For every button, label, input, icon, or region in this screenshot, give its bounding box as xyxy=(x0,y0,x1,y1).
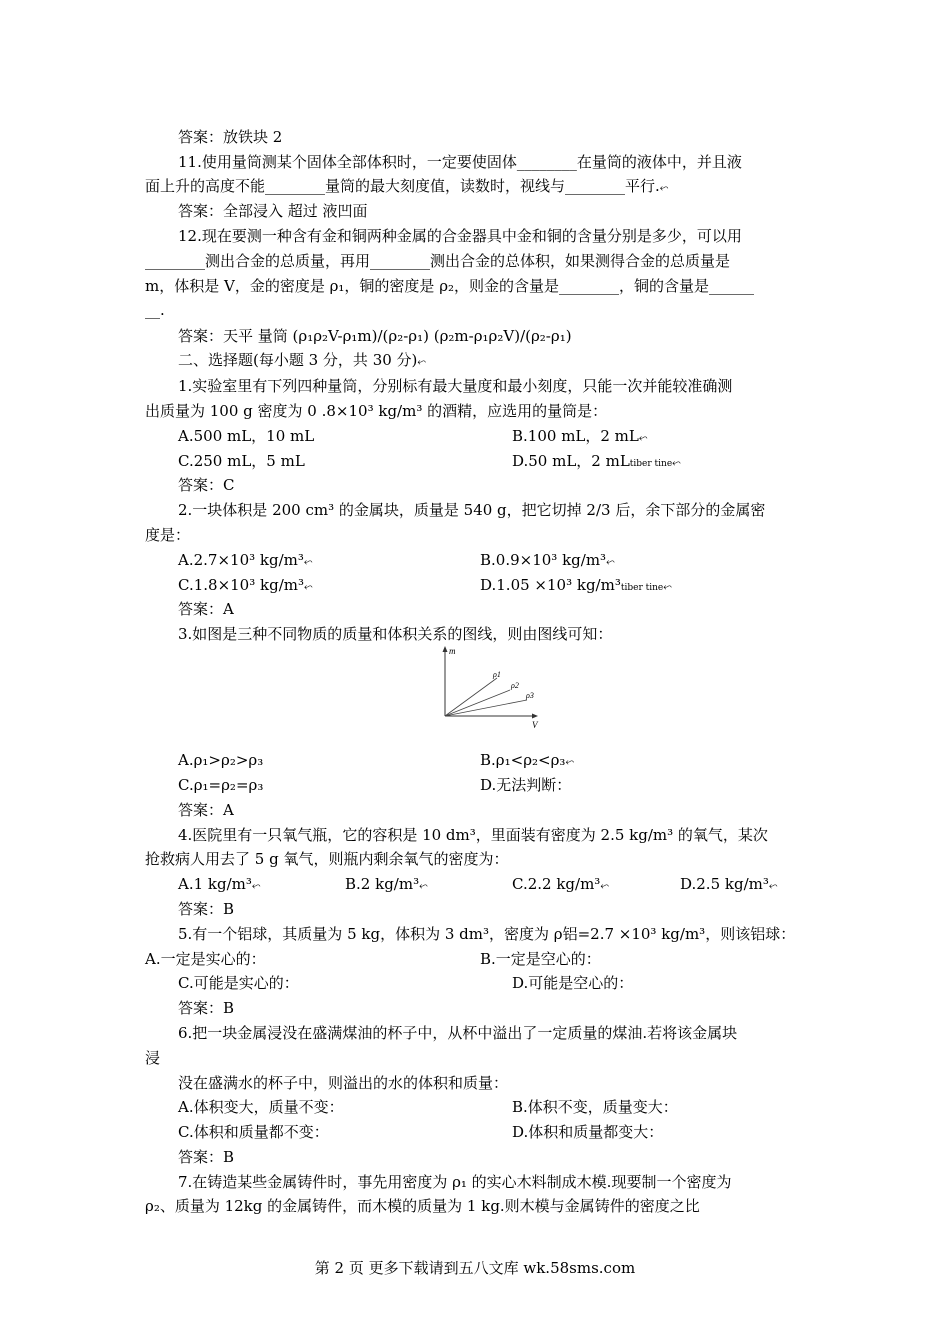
option-b: B.一定是空心的： xyxy=(480,950,601,968)
arrow-icon: ⬿ xyxy=(251,879,261,892)
answer-line: 答案：B xyxy=(178,999,235,1017)
series-line-1 xyxy=(445,678,497,716)
answer-line: 答案：C xyxy=(178,476,235,494)
y-axis-label: m xyxy=(449,646,456,656)
series-label-3: ρ3 xyxy=(526,691,534,700)
mc-question-7-cont: ρ₂、质量为 12kg 的金属铸件，而木模的质量为 1 kg.则木模与金属铸件的密度之比 xyxy=(145,1197,700,1215)
option-c: C.可能是实心的： xyxy=(178,974,299,992)
answer-line: 答案：A xyxy=(178,600,234,618)
option-d: D.体积和质量都变大： xyxy=(512,1123,664,1141)
section-heading: 二、选择题(每小题 3 分，共 30 分)⬿ xyxy=(178,351,427,369)
answer-line: 答案：B xyxy=(178,1148,235,1166)
mc-question-1-cont: 出质量为 100 g 密度为 0 .8×10³ kg/m³ 的酒精，应选用的量筒是： xyxy=(145,402,608,420)
option-a: A.体积变大，质量不变： xyxy=(178,1098,344,1116)
option-d: D.可能是空心的： xyxy=(512,974,634,992)
arrow-icon: ⬿ xyxy=(417,355,427,368)
arrow-icon: ⬿ xyxy=(672,456,681,469)
option-b: B.100 mL，2 mL⬿ xyxy=(512,427,648,445)
mc-question-4: 4.医院里有一只氧气瓶，它的容积是 10 dm³，里面装有密度为 2.5 kg/m³ 的氧气，某次 xyxy=(178,826,768,844)
mc-question-6: 6.把一块金属浸没在盛满煤油的杯子中，从杯中溢出了一定质量的煤油.若将该金属块 xyxy=(178,1024,738,1042)
answer-line: 答案：天平 量筒 (ρ₁ρ₂V-ρ₁m)/(ρ₂-ρ₁) (ρ₂m-ρ₁ρ₂V)/(ρ₂-ρ₁) xyxy=(178,327,572,345)
arrow-icon: ⬿ xyxy=(565,755,575,768)
garbled-mark: tiber tine xyxy=(620,583,664,593)
question-12-cont: m，体积是 V，金的密度是 ρ₁，铜的密度是 ρ₂，则金的含量是________，铜的含量是______ xyxy=(145,277,755,295)
option-b: B.体积不变，质量变大： xyxy=(512,1098,678,1116)
answer-line: 答案：B xyxy=(178,900,235,918)
answer-line: 答案：A xyxy=(178,801,234,819)
question-12: 12.现在要测一种含有金和铜两种金属的合金器具中金和铜的含量分别是多少，可以用 xyxy=(178,227,742,245)
arrow-icon: ⬿ xyxy=(303,580,313,593)
mc-question-3: 3.如图是三种不同物质的质量和体积关系的图线，则由图线可知： xyxy=(178,625,613,643)
series-line-3 xyxy=(445,700,527,716)
series-label-2: ρ2 xyxy=(511,681,519,690)
question-12-cont: __. xyxy=(145,301,165,319)
mc-question-2-cont: 度是： xyxy=(145,526,191,544)
option-b: B.2 kg/m³⬿ xyxy=(345,875,428,893)
question-12-cont: ________测出合金的总质量，再用________测出合金的总体积，如果测得合金的总质量是 xyxy=(145,252,731,270)
option-d: D.2.5 kg/m³⬿ xyxy=(680,875,778,893)
option-d: D.1.05 ×10³ kg/m³tiber tine⬿ xyxy=(480,576,673,594)
garbled-mark: tiber tine xyxy=(629,459,673,469)
option-a: A.ρ₁>ρ₂>ρ₃ xyxy=(178,751,264,769)
option-b: B.0.9×10³ kg/m³⬿ xyxy=(480,551,615,569)
mc-question-1: 1.实验室里有下列四种量筒，分别标有最大量度和最小刻度，只能一次并能较准确测 xyxy=(178,377,733,395)
option-c: C.1.8×10³ kg/m³⬿ xyxy=(178,576,313,594)
x-axis-label: V xyxy=(532,720,538,730)
option-a: A.一定是实心的： xyxy=(145,950,266,968)
answer-line: 答案：全部浸入 超过 液凹面 xyxy=(178,202,368,220)
arrow-icon: ⬿ xyxy=(419,879,428,892)
option-b: B.ρ₁<ρ₂<ρ₃⬿ xyxy=(480,751,575,769)
mc-question-6-cont: 浸 xyxy=(145,1049,161,1067)
mass-volume-graph xyxy=(430,644,550,730)
option-a: A.500 mL，10 mL xyxy=(178,427,315,445)
question-11: 11.使用量筒测某个固体全部体积时，一定要使固体________在量筒的液体中，并且液 xyxy=(178,153,742,171)
question-11-cont: 面上升的高度不能________量筒的最大刻度值，读数时，视线与________平行.⬿ xyxy=(145,177,669,195)
option-c: C.2.2 kg/m³⬿ xyxy=(512,875,610,893)
option-d: D.50 mL，2 mLtiber tine⬿ xyxy=(512,452,681,470)
series-label-1: ρ1 xyxy=(493,670,501,679)
arrow-icon: ⬿ xyxy=(663,580,673,593)
mc-question-4-cont: 抢救病人用去了 5 g 氧气，则瓶内剩余氧气的密度为： xyxy=(145,850,509,868)
option-a: A.2.7×10³ kg/m³⬿ xyxy=(178,551,313,569)
option-d: D.无法判断： xyxy=(480,776,572,794)
arrow-icon: ⬿ xyxy=(606,555,615,568)
arrow-icon: ⬿ xyxy=(600,879,610,892)
arrow-icon: ⬿ xyxy=(638,431,648,444)
y-arrow-icon xyxy=(443,646,448,652)
answer-line: 答案：放铁块 2 xyxy=(178,128,283,146)
arrow-icon: ⬿ xyxy=(659,181,669,194)
page-footer: 第 2 页 更多下载请到五八文库 wk.58sms.com xyxy=(314,1259,636,1277)
mc-question-5: 5.有一个铝球，其质量为 5 kg，体积为 3 dm³，密度为 ρ铝=2.7 ×10³ kg/m³，则该铝球： xyxy=(178,925,796,943)
series-line-2 xyxy=(445,690,510,716)
option-c: C.ρ₁=ρ₂=ρ₃ xyxy=(178,776,264,794)
x-arrow-icon xyxy=(532,714,538,719)
mc-question-2: 2.一块体积是 200 cm³ 的金属块，质量是 540 g，把它切掉 2/3 后，余下部分的金属密 xyxy=(178,501,766,519)
mc-question-7: 7.在铸造某些金属铸件时，事先用密度为 ρ₁ 的实心木料制成木模.现要制一个密度为 xyxy=(178,1173,732,1191)
option-a: A.1 kg/m³⬿ xyxy=(178,875,261,893)
option-c: C.250 mL，5 mL xyxy=(178,452,305,470)
arrow-icon: ⬿ xyxy=(303,555,313,568)
option-c: C.体积和质量都不变： xyxy=(178,1123,329,1141)
mc-question-6-cont: 没在盛满水的杯子中，则溢出的水的体积和质量： xyxy=(178,1074,509,1092)
arrow-icon: ⬿ xyxy=(768,879,778,892)
